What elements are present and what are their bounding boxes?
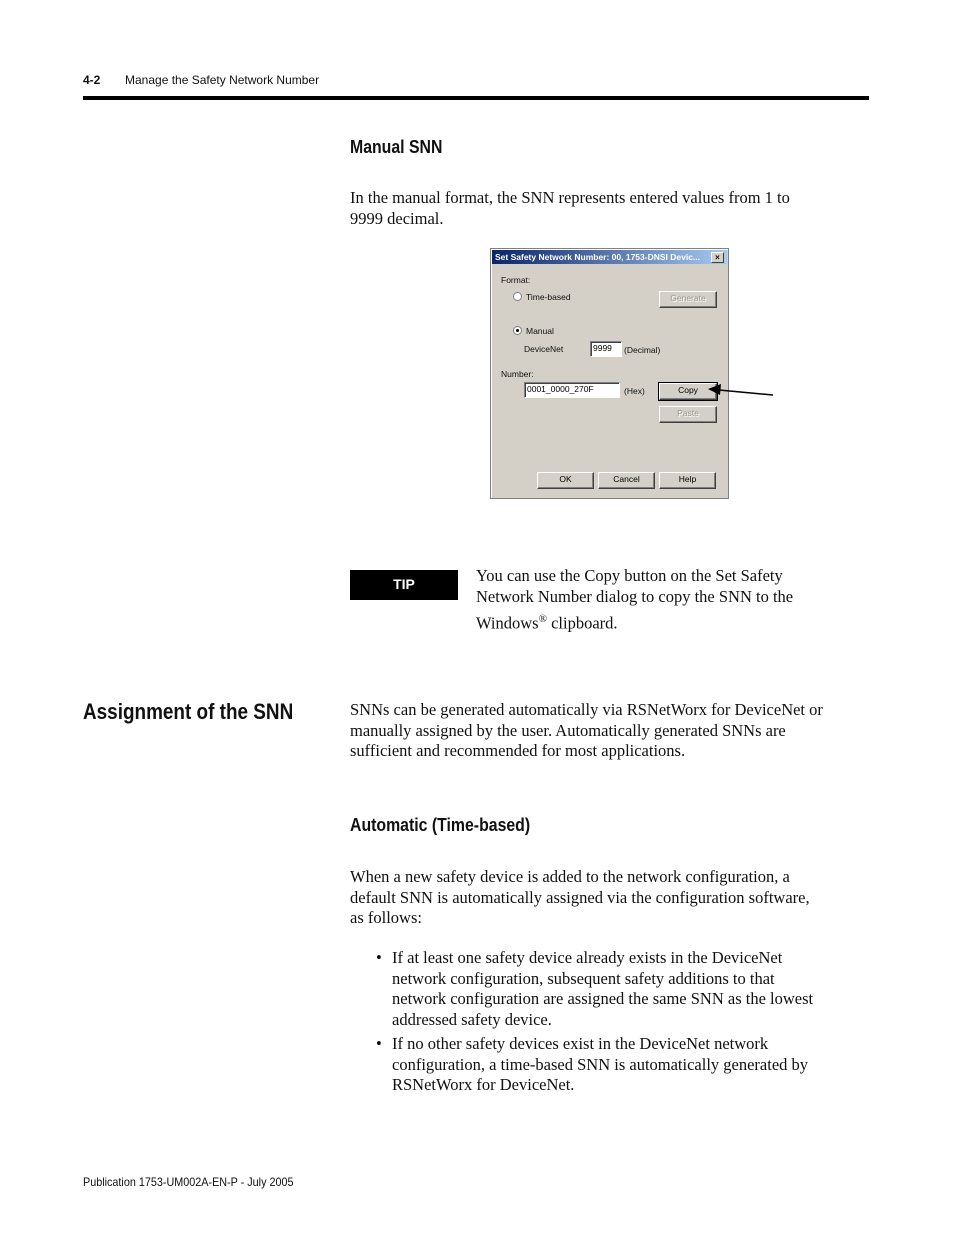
running-title: Manage the Safety Network Number — [125, 73, 320, 87]
manual-snn-paragraph: In the manual format, the SNN represents entered values from 1 to 9999 decimal. — [350, 188, 790, 228]
ok-button[interactable]: OK — [537, 472, 594, 489]
number-label: Number: — [501, 369, 534, 379]
assignment-paragraph: SNNs can be generated automatically via RSNetWorx for DeviceNet or manually assigned by the user. Automatically generated SNNs are sufficient and recommended for most applications. — [350, 700, 823, 760]
header-rule — [83, 96, 869, 100]
decimal-label: (Decimal) — [624, 345, 661, 355]
automatic-bullet-list — [376, 948, 871, 1100]
tip-text: You can use the Copy button on the Set Safety Network Number dialog to copy the SNN to the Windows® clipboard. — [476, 566, 794, 633]
dialog-titlebar — [492, 250, 727, 264]
automatic-paragraph: When a new safety device is added to the network configuration, a default SNN is automatically assigned via the configuration software, as follows: — [350, 867, 810, 927]
dialog-title: Set Safety Network Number: 00, 1753-DNSI Devic... — [495, 252, 701, 262]
publication-footer: Publication 1753-UM002A-EN-P - July 2005 — [83, 1175, 294, 1189]
hex-label: (Hex) — [624, 386, 645, 396]
manual-label: Manual — [526, 326, 554, 336]
bullet-icon: • — [376, 1034, 382, 1053]
assignment-heading: Assignment of the SNN — [83, 699, 294, 724]
paste-button[interactable]: Paste — [659, 406, 717, 423]
devicenet-label: DeviceNet — [524, 344, 564, 354]
format-label: Format: — [501, 275, 531, 285]
manual-radio[interactable] — [513, 326, 522, 335]
time-based-radio[interactable] — [513, 292, 522, 301]
tip-badge: TIP — [350, 570, 458, 600]
close-icon[interactable]: × — [711, 252, 724, 263]
bullet-icon: • — [376, 948, 382, 967]
callout-arrow-icon — [705, 380, 777, 402]
cancel-button[interactable]: Cancel — [598, 472, 655, 489]
manual-snn-heading: Manual SNN — [350, 137, 443, 157]
generate-button[interactable]: Generate — [659, 291, 717, 308]
list-item: • If at least one safety device already exists in the DeviceNet network configuration, subsequent safety additions to that network configuration are assigned the same SNN as the lowest addressed safety device. — [376, 948, 814, 1029]
automatic-heading: Automatic (Time-based) — [350, 815, 531, 835]
time-based-label: Time-based — [526, 292, 571, 302]
list-item: • If no other safety devices exist in the DeviceNet network configuration, a time-based SNN is automatically generated by RSNetWorx for DeviceNet. — [376, 1034, 809, 1094]
page-number: 4-2 — [83, 73, 101, 87]
set-snn-dialog — [490, 248, 729, 499]
copy-button[interactable]: Copy — [659, 383, 717, 400]
help-button[interactable]: Help — [659, 472, 716, 489]
number-input[interactable]: 0001_0000_270F — [524, 382, 620, 398]
devicenet-input[interactable]: 9999 — [590, 341, 622, 357]
